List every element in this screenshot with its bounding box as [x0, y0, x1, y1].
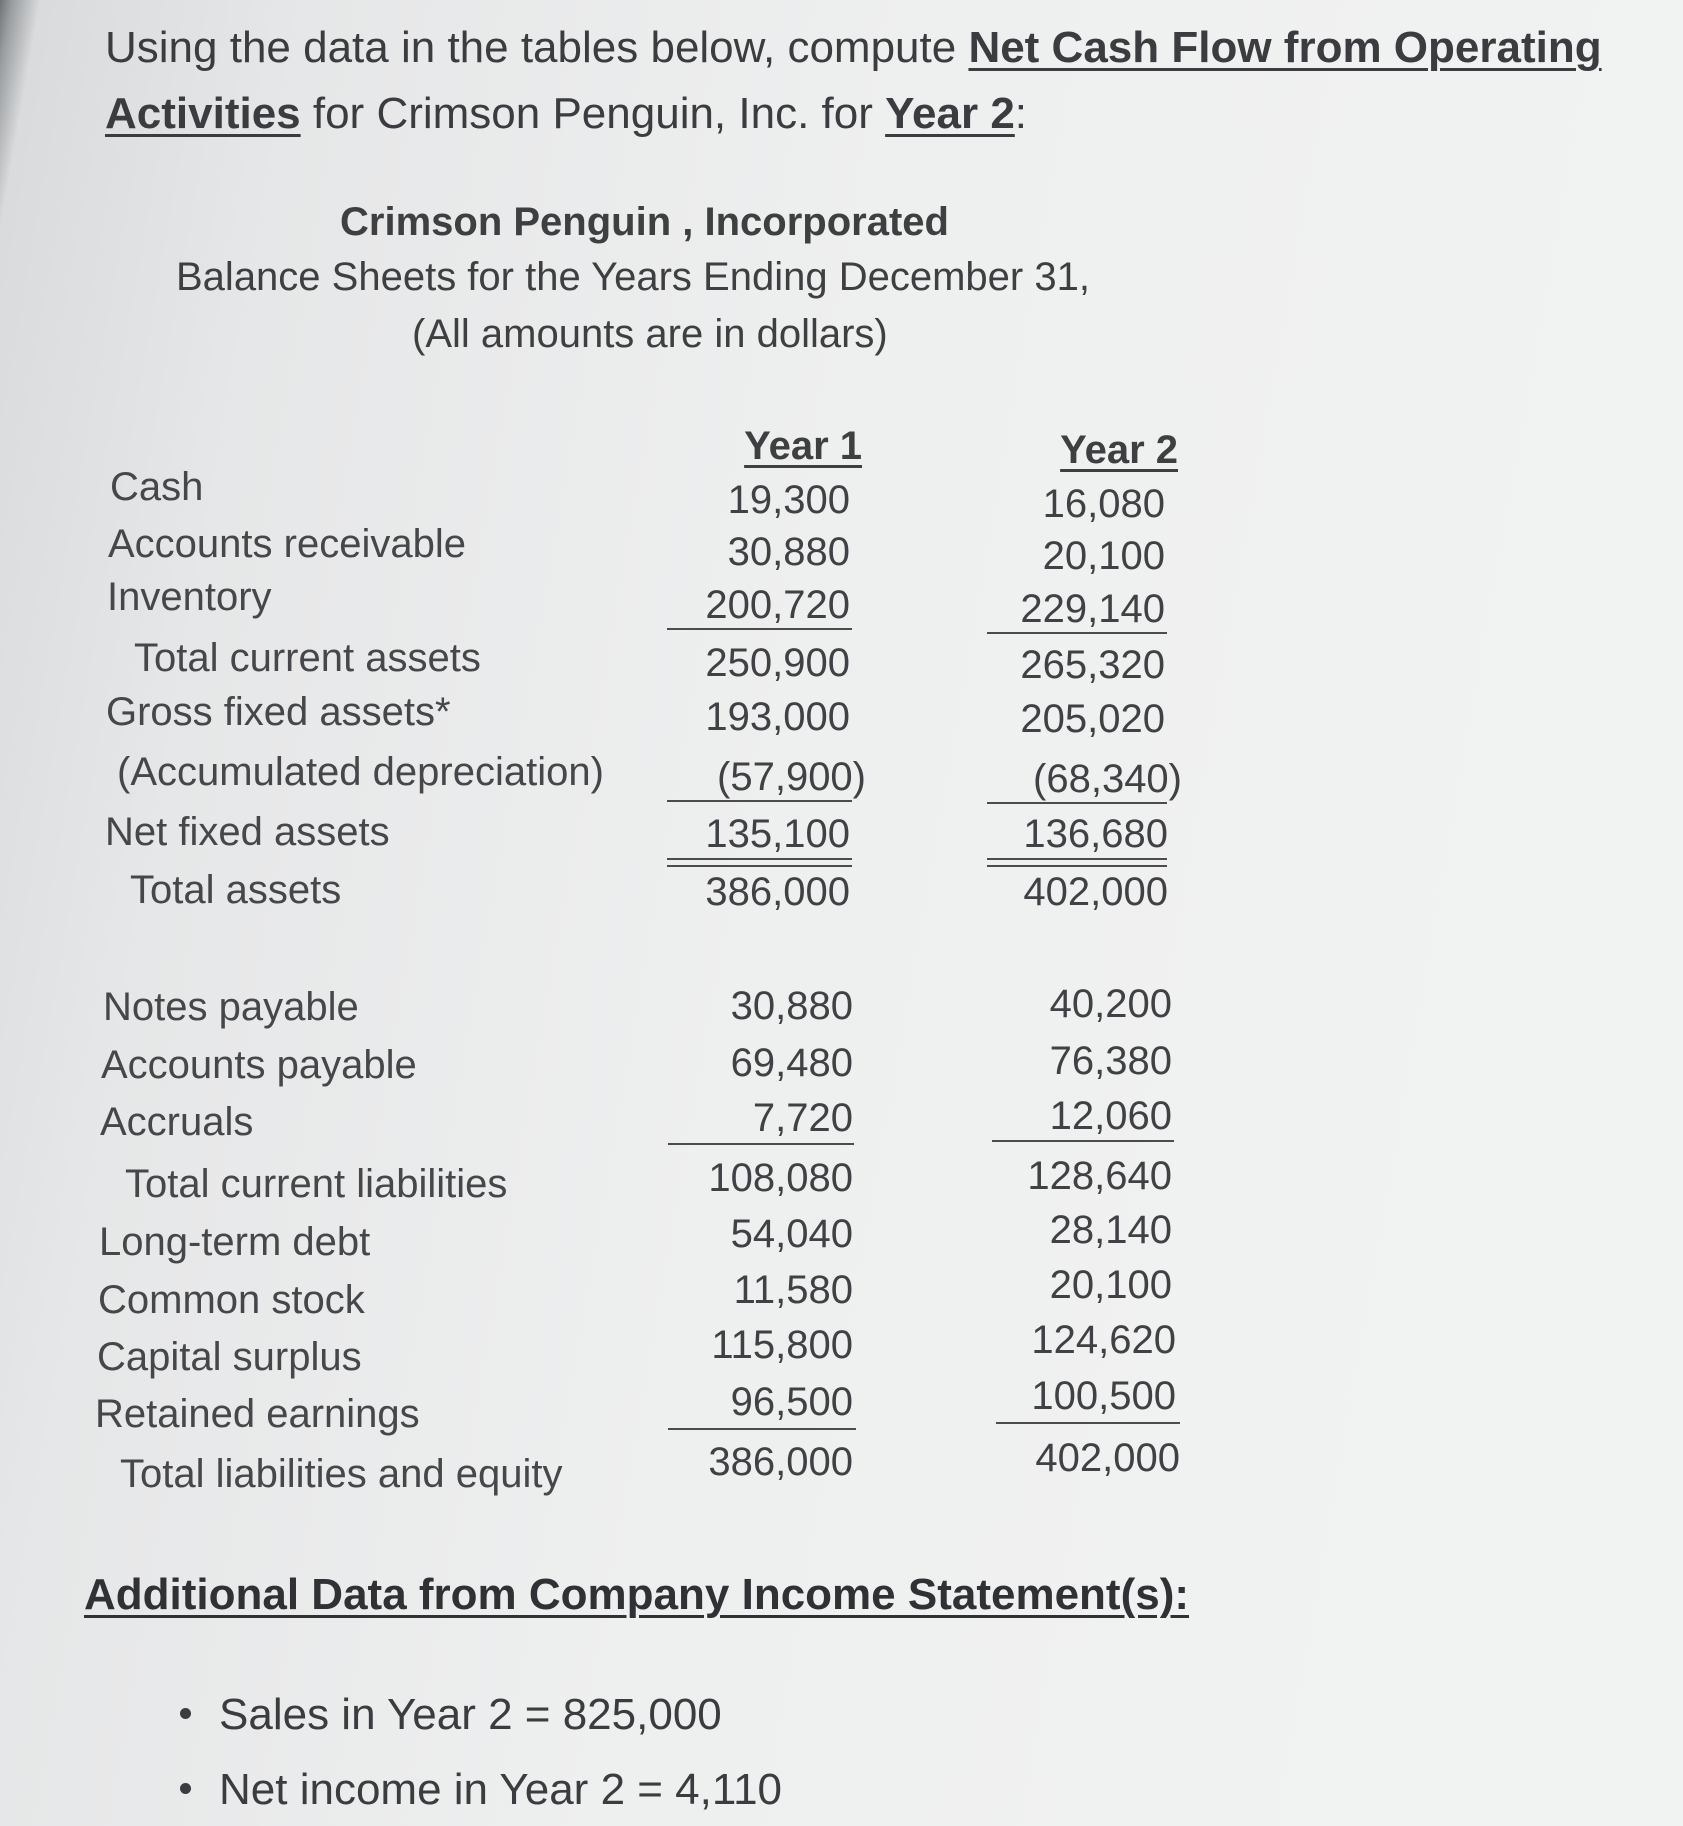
intro-line-1 — [105, 23, 1602, 72]
row-label: Total current liabilities — [125, 1162, 508, 1206]
year-2-value: 100,500 — [1031, 1374, 1176, 1418]
year-1-value: 108,080 — [708, 1156, 853, 1200]
subtotal-rule — [987, 802, 1167, 804]
year-2-value: 76,380 — [1049, 1039, 1172, 1083]
intro-year: Year 2 — [885, 89, 1015, 138]
column-header-year-2: Year 2 — [1060, 428, 1178, 472]
row-label: Gross fixed assets* — [106, 690, 451, 734]
year-1-value: 69,480 — [730, 1041, 853, 1085]
intro-line-2 — [105, 89, 1028, 138]
subtotal-rule — [667, 800, 852, 802]
year-2-value: 124,620 — [1031, 1318, 1176, 1362]
year-1-value: 115,800 — [711, 1323, 853, 1367]
year-2-value: 20,100 — [1049, 1263, 1172, 1307]
year-1-value: 386,000 — [708, 1440, 853, 1484]
row-label: Accruals — [100, 1100, 254, 1144]
subtotal-rule — [667, 865, 852, 867]
list-item — [180, 1690, 722, 1740]
statement-title: Balance Sheets for the Years Ending December 31, — [176, 255, 1090, 299]
year-2-value: 16,080 — [1042, 482, 1165, 526]
row-label: Accounts payable — [101, 1043, 417, 1087]
row-label: Long-term debt — [99, 1220, 371, 1264]
year-1-value: 193,000 — [705, 695, 850, 739]
intro-prefix: Using the data in the tables below, compute — [105, 23, 969, 72]
subtotal-rule — [996, 1422, 1180, 1424]
year-1-value: 30,880 — [727, 530, 850, 574]
row-label: Cash — [110, 465, 204, 509]
year-1-value: 386,000 — [705, 870, 850, 914]
bullet-icon — [180, 1783, 191, 1794]
year-2-value: 136,680 — [1023, 812, 1168, 856]
year-2-value: 40,200 — [1049, 982, 1172, 1026]
intro-middle: for Crimson Penguin, Inc. for — [300, 89, 886, 138]
subtotal-rule — [992, 1140, 1174, 1142]
net-income-item: Net income in Year 2 = 4,110 — [219, 1765, 783, 1814]
bullet-icon — [180, 1708, 191, 1719]
row-label: (Accumulated depreciation) — [117, 750, 604, 794]
column-header-year-1: Year 1 — [744, 424, 862, 468]
year-2-value: 402,000 — [1035, 1436, 1180, 1480]
year-1-value: 135,100 — [705, 812, 850, 856]
year-2-value: 28,140 — [1049, 1208, 1172, 1252]
subtotal-rule — [987, 865, 1167, 867]
year-2-value: 128,640 — [1027, 1154, 1172, 1198]
intro-suffix: : — [1014, 89, 1028, 138]
subtotal-rule — [668, 1143, 854, 1145]
list-item — [180, 1765, 782, 1815]
year-2-value: 402,000 — [1023, 870, 1168, 914]
row-label: Total liabilities and equity — [120, 1452, 563, 1496]
year-1-value: (57,900) — [717, 755, 866, 799]
subtotal-rule — [668, 1428, 856, 1430]
additional-data-title: Additional Data from Company Income Statement(s): — [84, 1570, 1190, 1619]
year-2-value: 205,020 — [1020, 697, 1165, 741]
year-1-value: 19,300 — [727, 478, 850, 522]
row-label: Inventory — [107, 575, 272, 619]
row-label: Notes payable — [103, 985, 359, 1029]
year-1-value: 30,880 — [730, 984, 853, 1028]
subtotal-rule — [667, 628, 852, 630]
subtotal-rule — [667, 858, 852, 860]
company-name: Crimson Penguin , Incorporated — [340, 200, 949, 244]
year-2-value: 265,320 — [1020, 643, 1165, 687]
sales-item: Sales in Year 2 = 825,000 — [219, 1690, 722, 1739]
year-1-value: 96,500 — [730, 1380, 853, 1424]
year-1-value: 7,720 — [752, 1096, 853, 1140]
intro-highlight-1: Net Cash Flow from Operating — [968, 23, 1602, 72]
year-1-value: 54,040 — [730, 1212, 853, 1256]
year-1-value: 11,580 — [733, 1268, 853, 1312]
row-label: Accounts receivable — [108, 522, 466, 566]
row-label: Total current assets — [134, 636, 481, 680]
year-2-value: 12,060 — [1049, 1094, 1172, 1138]
row-label: Common stock — [98, 1278, 365, 1322]
year-2-value: 20,100 — [1042, 534, 1165, 578]
year-2-value: (68,340) — [1033, 757, 1182, 801]
row-label: Retained earnings — [95, 1392, 420, 1436]
row-label: Total assets — [130, 868, 342, 912]
year-1-value: 200,720 — [705, 583, 850, 627]
row-label: Net fixed assets — [105, 810, 390, 854]
subtotal-rule — [987, 858, 1167, 860]
subtotal-rule — [987, 632, 1167, 634]
row-label: Capital surplus — [97, 1335, 362, 1379]
intro-highlight-2: Activities — [105, 89, 301, 138]
units-note: (All amounts are in dollars) — [412, 312, 888, 356]
year-1-value: 250,900 — [705, 641, 850, 685]
year-2-value: 229,140 — [1020, 587, 1165, 631]
